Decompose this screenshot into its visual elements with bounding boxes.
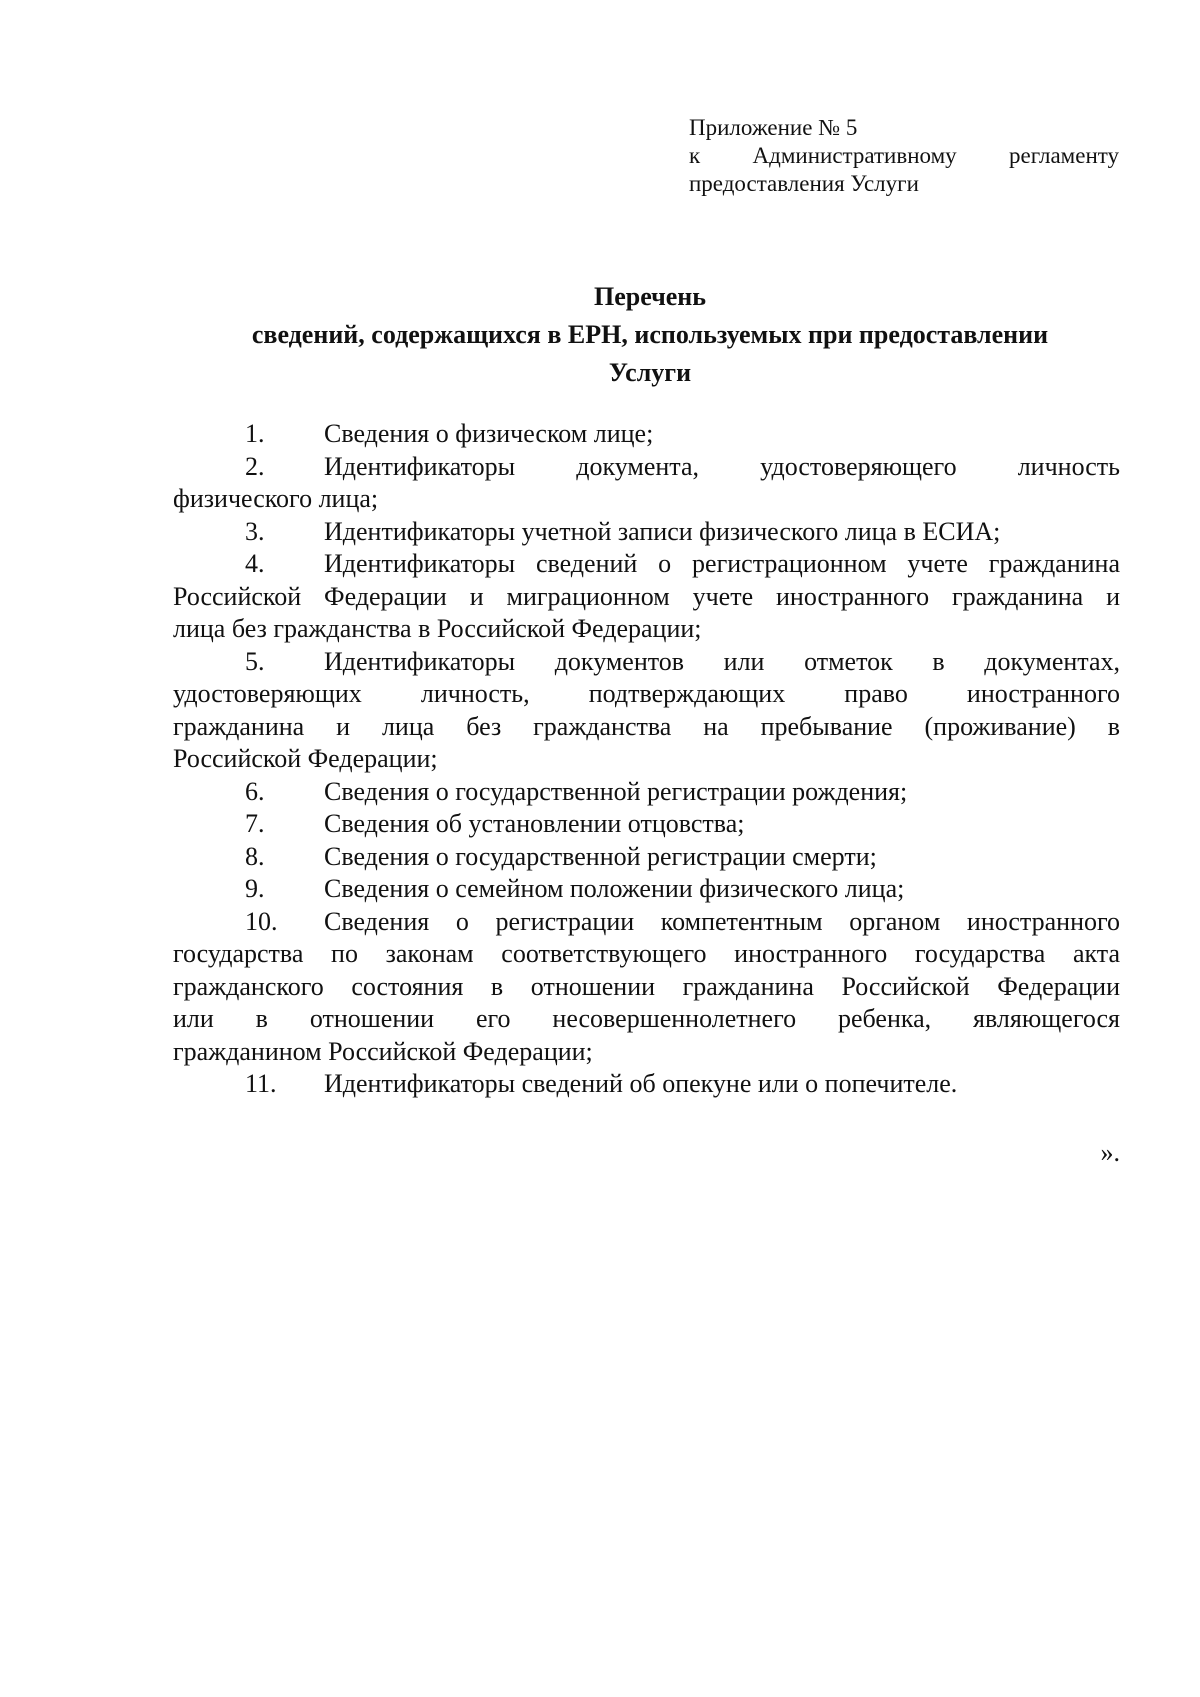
list-item-number: 11. (245, 1069, 277, 1098)
list-item-number: 5. (245, 646, 265, 676)
list-item-continuation: физического лица; (173, 484, 379, 513)
list-item-number: 8. (245, 841, 265, 871)
list-item-continuation: Российской Федерации; (173, 744, 438, 773)
list-item-first-line (173, 418, 1120, 451)
numbered-list (173, 418, 1120, 1101)
appendix-subject: предоставления Услуги (689, 171, 919, 196)
list-item-text: Сведения о регистрации компетентным органом иностранного (324, 906, 1120, 936)
list-item-first-line (173, 906, 1120, 939)
list-item (173, 1068, 1120, 1101)
list-item-first-line (173, 808, 1120, 841)
list-item-number: 7. (245, 809, 265, 838)
list-item-text: Сведения о физическом лице; (324, 419, 654, 448)
list-item (173, 906, 1120, 1069)
list-item-number: 3. (245, 516, 265, 546)
list-item-continuation: гражданина и лица без гражданства на пребывание (проживание) в (173, 711, 1120, 741)
list-item-continuation: лица без гражданства в Российской Федерации; (173, 614, 702, 643)
list-item-number: 6. (245, 776, 265, 806)
appendix-reference: к Административному регламенту (689, 143, 1119, 168)
list-item-first-line (173, 451, 1120, 484)
list-item-continuation: государства по законам соответствующего иностранного государства акта (173, 939, 1120, 968)
list-item-first-line (173, 776, 1120, 809)
title-line-1: Перечень (593, 282, 707, 311)
list-item-first-line (173, 646, 1120, 679)
closing-quote: ». (1100, 1138, 1120, 1167)
list-item-continuation: или в отношении его несовершеннолетнего ребенка, являющегося (173, 1004, 1120, 1033)
list-item-continuation: гражданского состояния в отношении гражданина Российской Федерации (173, 971, 1120, 1001)
list-item-text: Идентификаторы учетной записи физического лица в ЕСИА; (324, 516, 1001, 546)
list-item (173, 646, 1120, 776)
list-item (173, 418, 1120, 451)
list-item-text: Сведения об установлении отцовства; (324, 809, 745, 838)
list-item-first-line (173, 873, 1120, 906)
list-item-text: Сведения о государственной регистрации смерти; (324, 841, 877, 871)
list-item-first-line (173, 841, 1120, 874)
list-item (173, 873, 1120, 906)
document-title (160, 278, 1140, 392)
list-item-number: 2. (245, 451, 265, 481)
list-item-first-line (173, 1068, 1120, 1101)
appendix-number: Приложение № 5 (689, 115, 858, 140)
list-item-number: 4. (245, 549, 265, 578)
list-item (173, 841, 1120, 874)
list-item (173, 776, 1120, 809)
list-item-continuation: удостоверяющих личность, подтверждающих право иностранного (173, 679, 1120, 708)
list-item-number: 10. (245, 906, 278, 936)
title-line-2: сведений, содержащихся в ЕРН, используемых при предоставлении (251, 320, 1049, 349)
list-item (173, 516, 1120, 549)
appendix-header (689, 114, 1119, 198)
list-item-text: Сведения о семейном положении физического лица; (324, 874, 905, 903)
list-item-number: 9. (245, 874, 265, 903)
list-item-text: Сведения о государственной регистрации рождения; (324, 776, 908, 806)
list-item-number: 1. (245, 419, 265, 448)
list-item-first-line (173, 548, 1120, 581)
list-item-continuation: Российской Федерации и миграционном учете иностранного гражданина и (173, 581, 1120, 611)
list-item-first-line (173, 516, 1120, 549)
list-item (173, 808, 1120, 841)
list-item-text: Идентификаторы сведений об опекуне или о попечителе. (324, 1069, 958, 1098)
list-item-text: Идентификаторы сведений о регистрационном учете гражданина (324, 549, 1120, 578)
list-item (173, 548, 1120, 646)
list-item (173, 451, 1120, 516)
title-line-3: Услуги (608, 358, 692, 387)
list-item-text: Идентификаторы документа, удостоверяющего личность (324, 451, 1120, 481)
list-item-text: Идентификаторы документов или отметок в документах, (324, 646, 1120, 676)
list-item-continuation: гражданином Российской Федерации; (173, 1036, 593, 1066)
